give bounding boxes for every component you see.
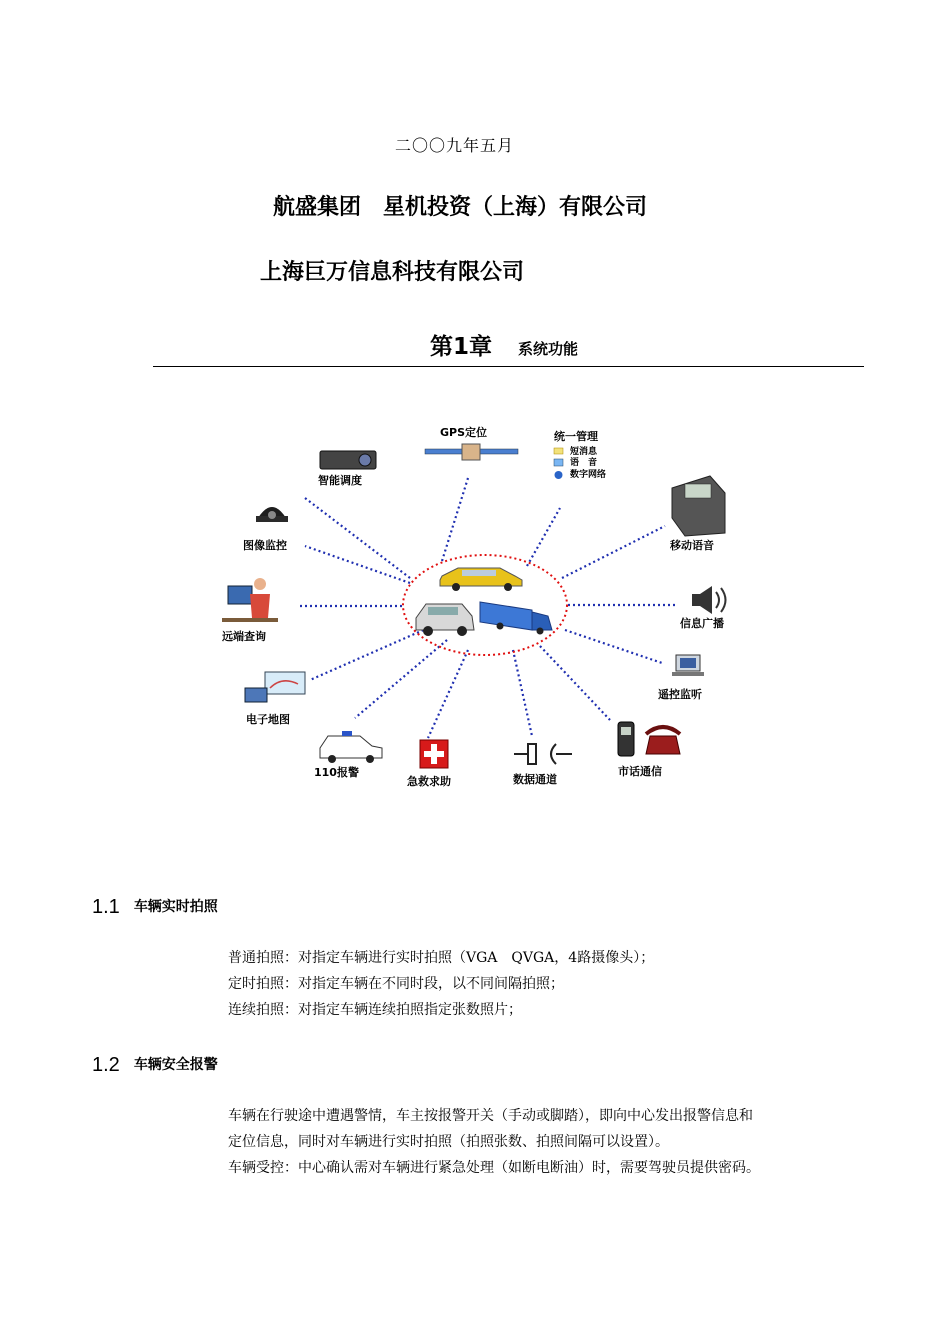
paragraph-line: 定位信息，同时对车辆进行实时拍照（拍照张数、拍照间隔可以设置）。	[228, 1134, 669, 1150]
company-name-2: 上海巨万信息科技有限公司	[260, 260, 525, 285]
label-gps: GPS定位	[440, 426, 488, 439]
paragraph-line: 定时拍照：对指定车辆在不同时段，以不同间隔拍照；	[228, 976, 564, 992]
section-number: 1.2	[92, 1054, 120, 1076]
section-title: 车辆安全报警	[133, 1057, 218, 1073]
speaker-icon	[692, 586, 726, 614]
projector-icon	[320, 451, 376, 469]
label-rescue: 急救求助	[407, 775, 451, 788]
remote-query-person-icon	[222, 578, 278, 622]
unified-management-icons	[554, 448, 563, 479]
electronic-map-icon	[245, 672, 305, 702]
section-heading-1-2	[92, 1054, 218, 1077]
label-remote-listen: 遥控监听	[658, 688, 702, 701]
system-function-diagram	[210, 418, 770, 798]
company-name-1: 航盛集团 星机投资（上海）有限公司	[273, 195, 648, 220]
label-remote-query: 远端查询	[222, 630, 266, 643]
label-unified-sms: 短消息	[570, 447, 598, 457]
chapter-title: 系统功能	[518, 340, 579, 358]
police-car-icon	[320, 731, 382, 763]
gps-satellite-icon	[425, 444, 518, 460]
label-dispatch: 智能调度	[318, 474, 362, 487]
car-phone-icon	[672, 476, 725, 536]
paragraph-line: 普通拍照：对指定车辆进行实时拍照（VGA QVGA，4路摄像头）；	[228, 950, 655, 966]
suv-icon	[416, 604, 474, 636]
paragraph-line: 车辆在行驶途中遭遇警情，车主按报警开关（手动或脚踏），即向中心发出报警信息和	[228, 1108, 753, 1124]
section-heading-1-1	[92, 896, 218, 919]
chapter-divider	[153, 366, 864, 367]
document-date: 二〇〇九年五月	[395, 136, 515, 155]
label-unified-network: 数字网络	[570, 470, 607, 480]
section-title: 车辆实时拍照	[133, 899, 218, 915]
section-1-2-body	[228, 1103, 888, 1181]
chapter-number: 第1章	[430, 334, 493, 360]
computer-monitor-icon	[672, 655, 704, 676]
section-number: 1.1	[92, 896, 120, 918]
phones-icon	[618, 722, 680, 756]
paragraph-line: 车辆受控：中心确认需对车辆进行紧急处理（如断电断油）时，需要驾驶员提供密码。	[228, 1160, 760, 1176]
label-data-channel: 数据通道	[513, 773, 557, 786]
first-aid-icon	[420, 740, 448, 768]
label-unified-voice: 语 音	[570, 458, 598, 468]
taxi-icon	[440, 568, 522, 591]
label-broadcast: 信息广播	[680, 617, 724, 630]
label-video: 图像监控	[243, 539, 287, 552]
chapter-heading	[430, 328, 578, 361]
dome-camera-icon	[256, 507, 288, 522]
truck-icon	[480, 602, 552, 635]
label-city-call: 市话通信	[618, 765, 662, 778]
section-1-1-body	[228, 945, 888, 1023]
label-police: 110报警	[314, 766, 359, 779]
data-plug-icon	[514, 744, 572, 764]
diagram-canvas	[210, 418, 770, 798]
label-mobile-voice: 移动语音	[670, 539, 714, 552]
paragraph-line: 连续拍照：对指定车辆连续拍照指定张数照片；	[228, 1002, 522, 1018]
label-emap: 电子地图	[246, 713, 290, 726]
label-unified: 统一管理	[554, 430, 598, 443]
